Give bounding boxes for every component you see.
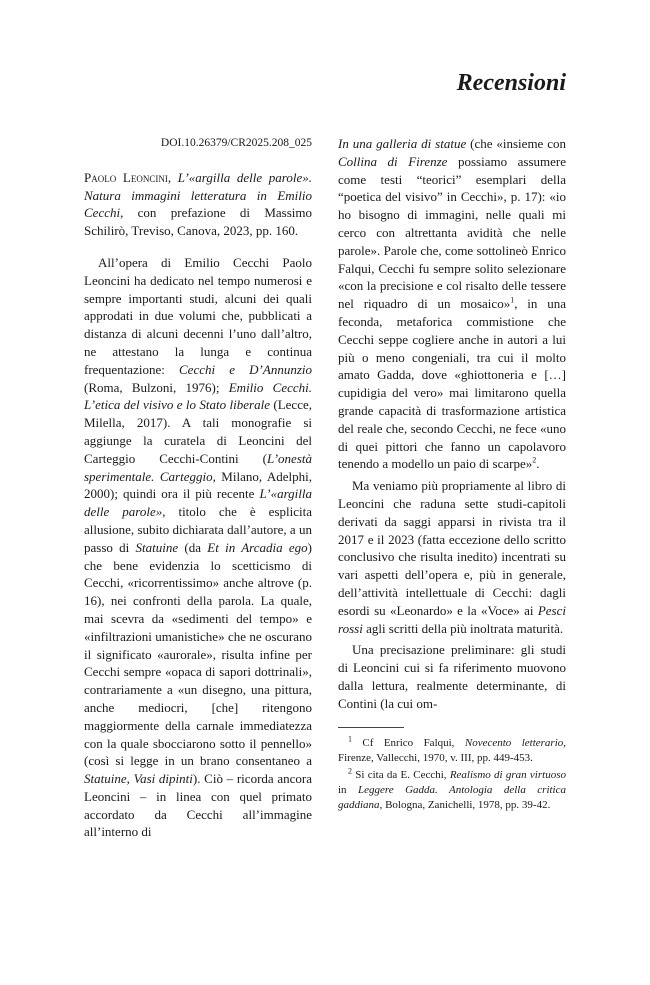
text-run: , in una feconda, metaforica commistione che Cecchi seppe cogliere anche in autori a lui più o meno congeniali, tra cui il molto amato Gadda, dove «ghiottoneria e […] cupidigia del vero» mai limitarono quella grande capacità di trasformazione artistica del reale che, secondo Cecchi, ne fece «uno di quei pittori che fanno un capolavoro tenendo a modello un paio di scarpe» [338, 296, 567, 472]
text-run: Cf Enrico Falqui, [352, 736, 465, 749]
citation-details: , con prefazione di Massimo Schilirò, Treviso, Canova, 2023, pp. 160. [84, 205, 312, 239]
footnote [338, 765, 566, 813]
text-run: (da [178, 539, 208, 555]
citation-author: Paolo Leoncini [84, 169, 168, 185]
text-run: ). Ciò – ricorda ancora Leoncini – in linea con quel primato accordato da Cecchi all’immagine all’interno di [84, 771, 313, 840]
footnote-marker: 2 [348, 765, 352, 775]
footnote [338, 733, 566, 766]
italic-title: In una galleria di statue [338, 136, 467, 151]
italic-title: L’«argilla delle parole» [84, 486, 312, 520]
italic-title: Novecento letterario [464, 736, 564, 749]
text-run: All’opera di Emilio Cecchi Paolo Leoncini ha dedicato nel tempo numerosi e sempre importanti studi, alcuni dei quali approdati in due volumi che, pubblicati a distanza di alcuni decenni l’uno dall’altro, ne attestano la lunga e continua frequentazione: [84, 254, 312, 377]
doi-reference: DOI.10.26379/CR2025.208_025 [160, 137, 312, 149]
body-paragraph [84, 254, 312, 841]
italic-title: Vasi dipinti [133, 771, 193, 787]
italic-title: Cecchi e D’Annunzio [179, 361, 312, 377]
right-column [338, 135, 566, 813]
body-paragraph [338, 641, 566, 712]
italic-title: Leggere Gadda. Antologia della critica gaddiana [338, 783, 566, 811]
text-run: , [126, 771, 134, 787]
body-paragraph-continued [338, 135, 566, 473]
italic-title: Realismo di gran virtuoso [449, 768, 566, 781]
text-run: , Milano, Adelphi, 2000); quindi ora il più recente [84, 468, 312, 502]
italic-title: Statuine [135, 539, 179, 555]
text-run: agli scritti della più inoltrata maturità. [362, 620, 564, 636]
italic-title: Pesci rossi [338, 602, 566, 636]
text-run: , Firenze, Vallecchi, 1970, v. III, pp. 449-453. [338, 736, 566, 764]
italic-title: Statuine [84, 771, 127, 787]
body-paragraph [338, 477, 566, 637]
footnote-marker: 1 [510, 295, 515, 305]
italic-title: Collina di Firenze [338, 153, 448, 169]
text-run: , titolo che è esplicita allusione, subito dichiarata dall’autore, a un passo di [84, 504, 312, 555]
citation-title: L’«argilla delle parole». Natura immagini letteratura in Emilio Cecchi [84, 169, 312, 221]
text-run: (Roma, Bulzoni, 1976); [84, 379, 229, 395]
text-run: (Lecce, Milella, 2017). A tali monografie si aggiunge la curatela di Leoncini del Carteggio Cecchi-Contini ( [84, 397, 312, 466]
text-run: Una precisazione preliminare: gli studi di Leoncini cui si fa riferimento muovono dalla lettura, realmente determinante, di Contini (la cui om- [338, 642, 566, 711]
text-run: in [338, 783, 358, 796]
italic-title: Emilio Cecchi. L’etica del visivo e lo Stato liberale [84, 379, 312, 413]
text-run: Ma veniamo più propriamente al libro di Leoncini che raduna sette studi-capitoli derivati da saggi apparsi in rivista tra il 2017 e il 2023 (fatta eccezione dello scritto conclusivo che risulta inedito) incentrati su vari aspetti dell’opera e, più in generale, dell’attività intellettuale di Cecchi: dagli esordi su «Leonardo» e la «Voce» ai [338, 478, 566, 618]
italic-title: L’onestà sperimentale. Carteggio [84, 450, 312, 484]
text-run: , Bologna, Zanichelli, 1978, pp. 39-42. [379, 798, 551, 811]
text-run: (che «insieme con [466, 136, 566, 151]
italic-title: Et in Arcadia ego [207, 539, 308, 555]
text-run: ) che bene evidenzia lo scetticismo di Cecchi, «ricorrentissimo» anche altrove (p. 16), nei confronti della parola. La quale, mai scevra da «sedimenti del tempo» e «infiltrazioni umanistiche» che ne oscurano il significato «aurorale», risulta infine per Cecchi sempre «opaca di sapori dottrinali», contrariamente a «un disegno, una pittura, anche mediocri, [che] ritengono maggiormente della carnale immediatezza con la quale sbocciarono sotto il pennello» (così si legge in un brano consentaneo a [84, 539, 312, 769]
left-column [84, 135, 312, 841]
citation-separator: , [167, 169, 178, 185]
footnote-marker: 1 [348, 733, 352, 743]
footnote-marker: 2 [532, 456, 537, 466]
text-run: . [536, 456, 540, 472]
footnote-rule [338, 727, 404, 728]
section-header: Recensioni [456, 70, 566, 96]
text-run: Si cita da E. Cecchi, [352, 768, 450, 781]
review-citation [84, 169, 312, 240]
text-run: possiamo assumere come testi “teorici” esemplari della “poetica del visivo” in Cecchi», p. 17): «io ho bisogno di immagini, nelle quali mi cerco con altrettanta avidità che nelle parole». Parole che, come sottolineò Enrico Falqui, Cecchi fu sempre solito selezionare «con la precisione e col risalto delle tessere nel riquadro di un mosaico» [338, 153, 566, 312]
